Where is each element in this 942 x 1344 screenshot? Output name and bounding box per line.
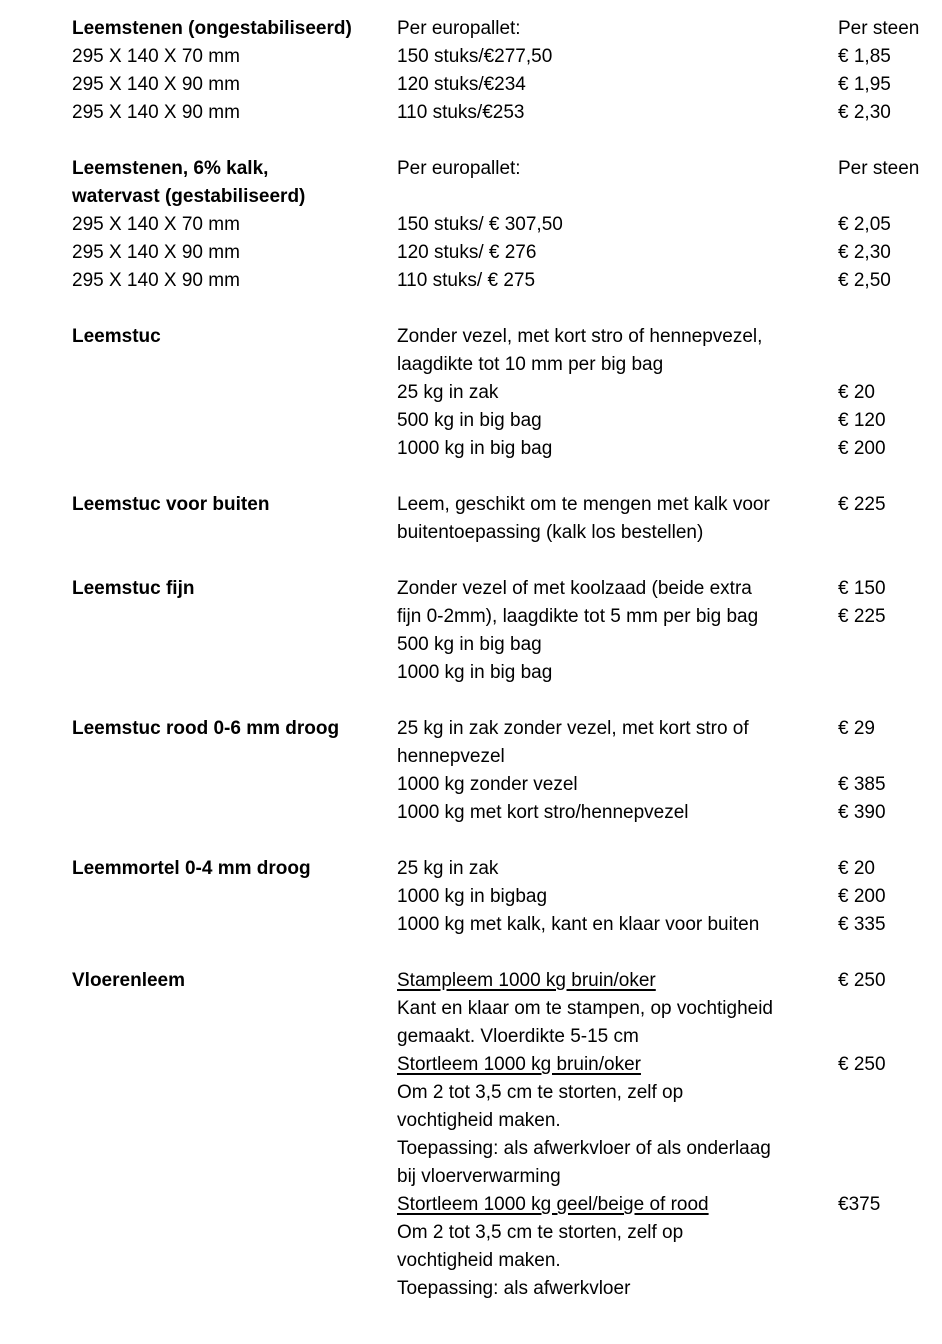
price-cell [838,323,942,351]
table-row [72,603,942,631]
description-cell: buitentoepassing (kalk los bestellen) [397,522,704,543]
table-row [72,43,942,71]
price-cell: € 200 [838,886,886,907]
table-row [72,995,942,1023]
product-name-cell [72,743,397,771]
product-name-cell [72,911,397,939]
price-cell: € 150 [838,578,886,599]
table-row [72,435,942,463]
price-cell: € 2,30 [838,242,891,263]
table-row [72,351,942,379]
price-cell [838,659,942,687]
table-row [72,491,942,519]
product-name-cell [72,1079,397,1107]
table-row [72,1163,942,1191]
table-row [72,799,942,827]
table-row [72,1275,942,1303]
price-list-section [72,715,942,827]
product-name-cell: 295 X 140 X 90 mm [72,74,240,95]
price-cell [838,519,942,547]
price-cell: € 385 [838,774,886,795]
price-cell: € 120 [838,410,886,431]
table-row [72,323,942,351]
description-cell: 110 stuks/ € 275 [397,270,536,291]
table-row [72,967,942,995]
description-cell: 1000 kg in big bag [397,662,553,683]
price-cell [838,1079,942,1107]
product-name-cell [72,1163,397,1191]
price-list-section [72,575,942,687]
description-cell: Stortleem 1000 kg geel/beige of rood [397,1194,709,1215]
price-cell [838,1275,942,1303]
table-row [72,743,942,771]
description-cell: 150 stuks/ € 307,50 [397,214,563,235]
table-row [72,15,942,43]
price-cell: € 225 [838,494,886,515]
table-row [72,1247,942,1275]
product-name-cell [72,1107,397,1135]
price-cell: Per steen [838,158,920,179]
product-name-cell: Leemstenen, 6% kalk, [72,158,269,179]
price-cell: € 29 [838,718,875,739]
price-cell: € 20 [838,382,875,403]
price-list-section [72,155,942,295]
table-row [72,71,942,99]
product-name-cell: 295 X 140 X 90 mm [72,270,240,291]
table-row [72,1135,942,1163]
price-cell [838,351,942,379]
description-cell: laagdikte tot 10 mm per big bag [397,354,664,375]
price-cell: € 20 [838,858,875,879]
price-cell: € 390 [838,802,886,823]
price-cell [838,1163,942,1191]
price-list-section [72,855,942,939]
table-row [72,1051,942,1079]
description-cell: Stampleem 1000 kg bruin/oker [397,970,656,991]
product-name-cell [72,883,397,911]
description-cell: 110 stuks/€253 [397,102,525,123]
description-cell: 500 kg in big bag [397,634,542,655]
product-name-cell: 295 X 140 X 90 mm [72,102,240,123]
price-list-section [72,15,942,127]
price-cell: €375 [838,1194,881,1215]
price-cell: € 250 [838,970,886,991]
description-cell: 150 stuks/€277,50 [397,46,553,67]
price-cell: € 200 [838,438,886,459]
product-name-cell [72,799,397,827]
description-cell: 1000 kg in bigbag [397,886,548,907]
price-list-section [72,967,942,1303]
table-row [72,883,942,911]
product-name-cell [72,351,397,379]
description-cell: 120 stuks/€234 [397,74,526,95]
table-row [72,715,942,743]
product-name-cell [72,379,397,407]
table-row [72,1107,942,1135]
description-cell: bij vloerverwarming [397,1166,561,1187]
description-cell: Om 2 tot 3,5 cm te storten, zelf op [397,1222,684,1243]
product-name-cell [72,1135,397,1163]
price-cell: € 335 [838,914,886,935]
product-name-cell [72,771,397,799]
product-name-cell [72,603,397,631]
description-cell: Zonder vezel of met koolzaad (beide extra [397,578,752,599]
description-cell: Toepassing: als afwerkvloer [397,1278,631,1299]
description-cell [397,183,838,211]
table-row [72,155,942,183]
table-row [72,407,942,435]
description-cell: 120 stuks/ € 276 [397,242,537,263]
product-name-cell [72,1051,397,1079]
product-name-cell [72,1023,397,1051]
table-row [72,659,942,687]
table-row [72,855,942,883]
description-cell: 25 kg in zak [397,382,499,403]
product-name-cell [72,631,397,659]
description-cell: Stortleem 1000 kg bruin/oker [397,1054,641,1075]
description-cell: 25 kg in zak zonder vezel, met kort stro of [397,718,749,739]
product-name-cell: Leemmortel 0-4 mm droog [72,858,311,879]
description-cell: fijn 0-2mm), laagdikte tot 5 mm per big bag [397,606,759,627]
product-name-cell [72,1191,397,1219]
description-cell: 1000 kg in big bag [397,438,553,459]
description-cell: Per europallet: [397,18,521,39]
price-cell [838,1135,942,1163]
description-cell: vochtigheid maken. [397,1110,561,1131]
price-list-section [72,491,942,547]
product-name-cell [72,1275,397,1303]
price-cell [838,183,942,211]
description-cell: Kant en klaar om te stampen, op vochtigheid [397,998,774,1019]
product-name-cell [72,995,397,1023]
product-name-cell: Leemstuc [72,326,161,347]
description-cell: gemaakt. Vloerdikte 5-15 cm [397,1026,639,1047]
product-name-cell: Leemstuc fijn [72,578,195,599]
price-cell: € 2,05 [838,214,891,235]
table-row [72,183,942,211]
description-cell: Toepassing: als afwerkvloer of als onderlaag [397,1138,771,1159]
price-cell [838,1247,942,1275]
product-name-cell [72,519,397,547]
table-row [72,1219,942,1247]
price-cell [838,1023,942,1051]
product-name-cell [72,659,397,687]
product-name-cell: Leemstuc voor buiten [72,494,270,515]
table-row [72,1191,942,1219]
price-cell [838,1219,942,1247]
description-cell: Zonder vezel, met kort stro of hennepvezel, [397,326,763,347]
product-name-cell: Leemstenen (ongestabiliseerd) [72,18,352,39]
table-row [72,631,942,659]
product-name-cell: Vloerenleem [72,970,185,991]
table-row [72,519,942,547]
price-cell [838,1107,942,1135]
description-cell: 1000 kg zonder vezel [397,774,578,795]
product-name-cell: 295 X 140 X 70 mm [72,214,240,235]
price-cell: Per steen [838,18,920,39]
description-cell: 1000 kg met kalk, kant en klaar voor buiten [397,914,760,935]
price-cell [838,743,942,771]
table-row [72,1079,942,1107]
product-name-cell [72,1247,397,1275]
description-cell: vochtigheid maken. [397,1250,561,1271]
price-cell: € 2,30 [838,102,891,123]
product-name-cell [72,1219,397,1247]
description-cell: Per europallet: [397,158,521,179]
price-cell: € 225 [838,606,886,627]
product-name-cell [72,435,397,463]
product-name-cell: 295 X 140 X 70 mm [72,46,240,67]
product-name-cell [72,407,397,435]
table-row [72,771,942,799]
table-row [72,211,942,239]
product-name-cell: Leemstuc rood 0-6 mm droog [72,718,340,739]
table-row [72,239,942,267]
price-list-section [72,323,942,463]
table-row [72,911,942,939]
description-cell: 500 kg in big bag [397,410,542,431]
description-cell: 25 kg in zak [397,858,499,879]
table-row [72,379,942,407]
description-cell: 1000 kg met kort stro/hennepvezel [397,802,689,823]
table-row [72,575,942,603]
price-cell: € 2,50 [838,270,891,291]
description-cell: Leem, geschikt om te mengen met kalk voor [397,494,770,515]
price-cell [838,631,942,659]
table-row [72,267,942,295]
price-cell [838,995,942,1023]
table-row [72,1023,942,1051]
price-cell: € 1,95 [838,74,891,95]
description-cell: Om 2 tot 3,5 cm te storten, zelf op [397,1082,684,1103]
price-cell: € 1,85 [838,46,891,67]
table-row [72,99,942,127]
product-name-cell: 295 X 140 X 90 mm [72,242,240,263]
description-cell: hennepvezel [397,746,505,767]
price-cell: € 250 [838,1054,886,1075]
product-name-cell: watervast (gestabiliseerd) [72,186,306,207]
